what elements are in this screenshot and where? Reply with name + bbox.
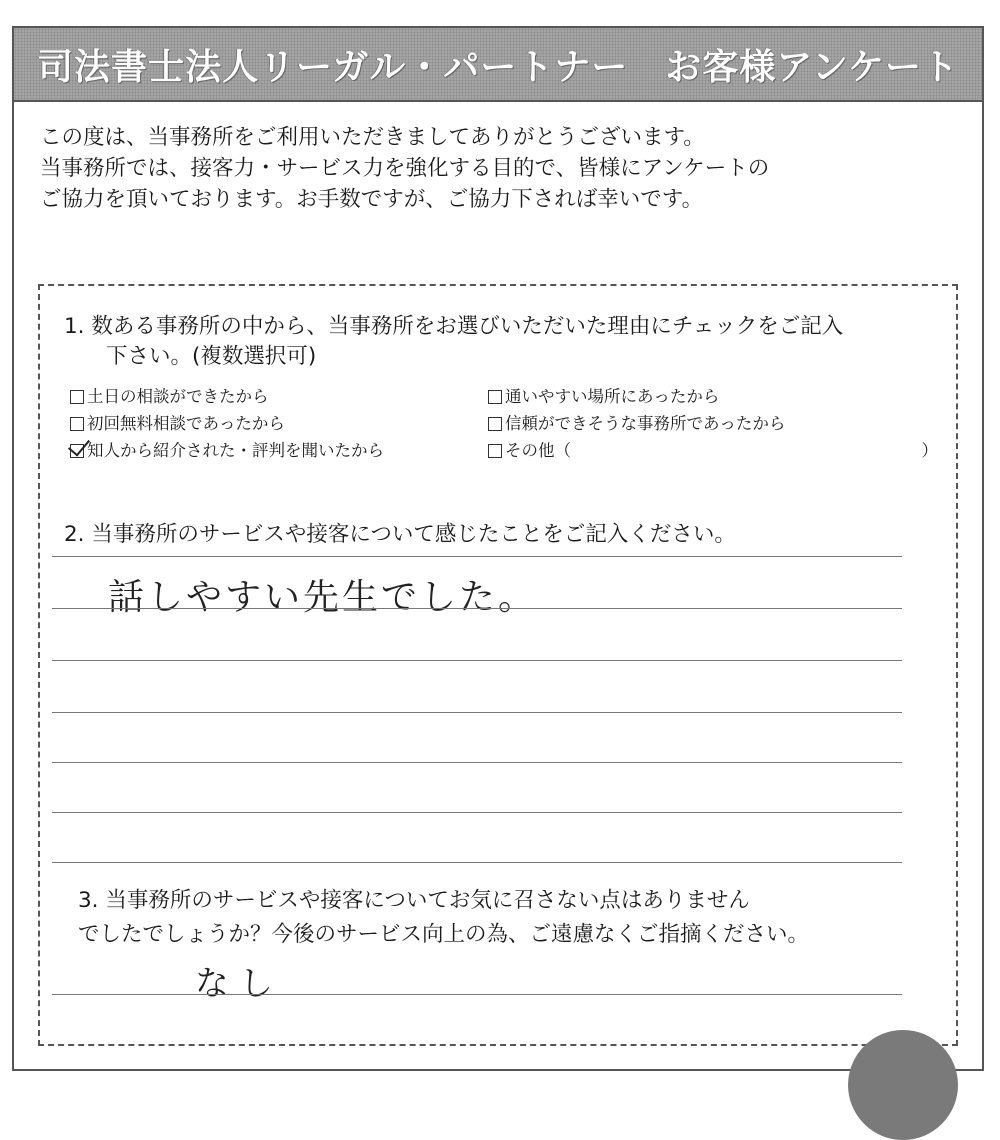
answer-line [52,608,902,609]
question-3-answer[interactable]: なし [195,964,283,1004]
stamp-icon [848,1030,958,1140]
intro-line: この度は、当事務所をご利用いただきましてありがとうございます。 [40,125,705,150]
answer-line [52,712,902,713]
checkbox-icon[interactable] [488,417,502,431]
option-label: その他（ [505,441,571,460]
other-close-paren: ） [921,441,938,460]
answer-line [52,660,902,661]
checkbox-icon[interactable] [70,417,84,431]
option-label: 初回無料相談であったから [87,414,285,433]
question-2-title: 2. 当事務所のサービスや接客について感じたことをご記入ください。 [64,522,736,547]
option-convenient-location[interactable] [488,384,950,409]
option-weekend-consult[interactable] [70,384,488,409]
checkbox-icon[interactable] [70,390,84,404]
option-label: 通いやすい場所にあったから [505,387,720,406]
header-banner [14,28,982,102]
option-label: 土日の相談ができたから [87,387,269,406]
intro-text [40,122,940,215]
option-free-first-consult[interactable] [70,411,488,436]
question-1-note: 下さい。(複数選択可) [106,344,317,369]
option-label: 知人から紹介された・評判を聞いたから [87,441,384,460]
checkbox-icon[interactable] [488,390,502,404]
question-box [38,284,958,1046]
checkbox-icon[interactable] [488,444,502,458]
answer-line [52,862,902,863]
question-2-answer[interactable]: 話しやすい先生でした。 [108,577,538,618]
intro-line: ご協力を頂いております。お手数ですが、ご協力下されば幸いです。 [40,187,704,212]
answer-line [52,812,902,813]
option-other[interactable] [488,438,938,463]
survey-title: 司法書士法人リーガル・パートナー お客様アンケート [36,46,960,88]
question-1-title: 1. 数ある事務所の中から、当事務所をお選びいただいた理由にチェックをご記入 [64,314,844,339]
option-label: 信頼ができそうな事務所であったから [505,414,786,433]
checked-checkbox-icon[interactable] [70,444,84,458]
question-3-title: 3. 当事務所のサービスや接客についてお気に召さない点はありません [78,888,750,913]
option-trustworthy-office[interactable] [488,411,950,436]
answer-line [52,994,902,995]
survey-sheet [12,26,984,1071]
answer-line [52,762,902,763]
answer-line [52,556,902,557]
option-referral[interactable] [70,438,488,463]
reason-options [70,384,950,463]
intro-line: 当事務所では、接客力・サービス力を強化する目的で、皆様にアンケートの [40,156,770,181]
question-3-title-cont: でしたでしょうか？今後のサービス向上の為、ご遠慮なくご指摘ください。 [78,922,810,947]
